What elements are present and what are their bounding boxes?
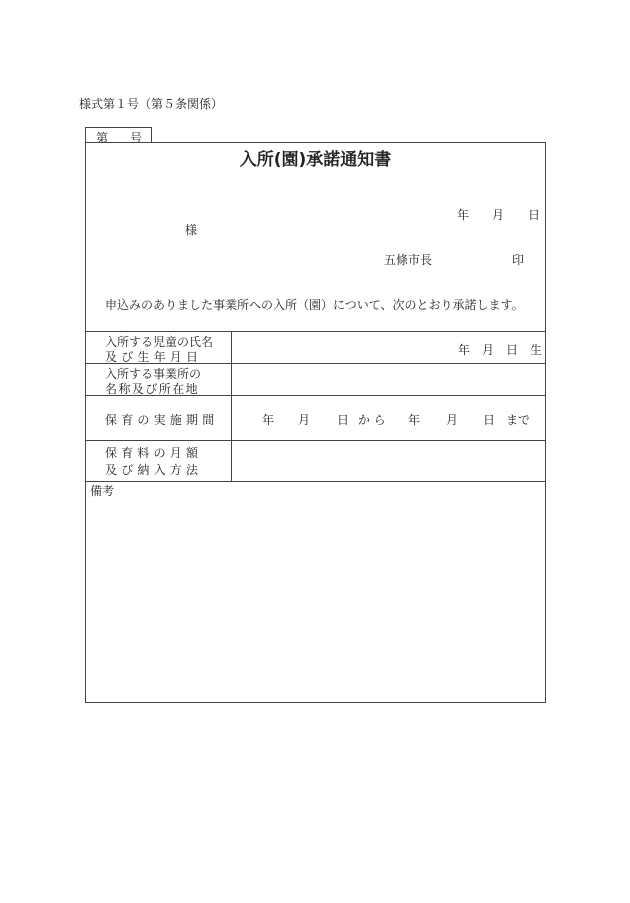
date-day: 日 xyxy=(528,208,541,222)
child-name-label-line1: 入所する児童の氏名 xyxy=(105,335,214,349)
table-top-border xyxy=(86,331,545,332)
facility-label-line2: 名称及び所在地 xyxy=(105,382,200,396)
child-name-label-line2: 及び生年月日 xyxy=(105,350,203,364)
document-number-box xyxy=(85,127,152,143)
period-start-month: 月 xyxy=(298,413,311,427)
facility-label-line1: 入所する事業所の xyxy=(105,367,202,381)
care-period-label: 保育の実施期間 xyxy=(105,413,219,427)
date-year: 年 xyxy=(457,208,470,222)
number-prefix: 第 xyxy=(96,131,109,145)
period-start-year: 年 xyxy=(262,413,275,427)
row-divider xyxy=(86,481,545,482)
addressee-suffix: 様 xyxy=(185,223,198,237)
birthdate-field: 年 月 日 生 xyxy=(458,343,543,357)
seal-mark: 印 xyxy=(512,253,525,267)
notice-body: 申込みのありました事業所への入所（園）について、次のとおり承諾します。 xyxy=(105,298,524,312)
row-divider xyxy=(86,395,545,396)
table-column-divider xyxy=(231,332,232,482)
period-end-day: 日 xyxy=(483,413,496,427)
document-title: 入所(園)承諾通知書 xyxy=(239,150,392,170)
notice-form xyxy=(85,142,546,703)
period-end-month: 月 xyxy=(446,413,459,427)
fee-label-line1: 保育料の月額 xyxy=(105,446,203,460)
row-divider xyxy=(86,363,545,364)
remarks-label: 備考 xyxy=(90,484,115,498)
issuer-name: 五條市長 xyxy=(384,253,433,267)
date-month: 月 xyxy=(492,208,505,222)
number-suffix: 号 xyxy=(130,131,143,145)
period-end-year: 年 xyxy=(408,413,421,427)
period-start-day: 日 xyxy=(337,413,350,427)
fee-label-line2: 及び納入方法 xyxy=(105,463,203,477)
row-divider xyxy=(86,440,545,441)
period-until: まで xyxy=(506,413,531,427)
period-from: から xyxy=(358,413,390,427)
form-number-label: 様式第１号（第５条関係） xyxy=(79,97,224,111)
